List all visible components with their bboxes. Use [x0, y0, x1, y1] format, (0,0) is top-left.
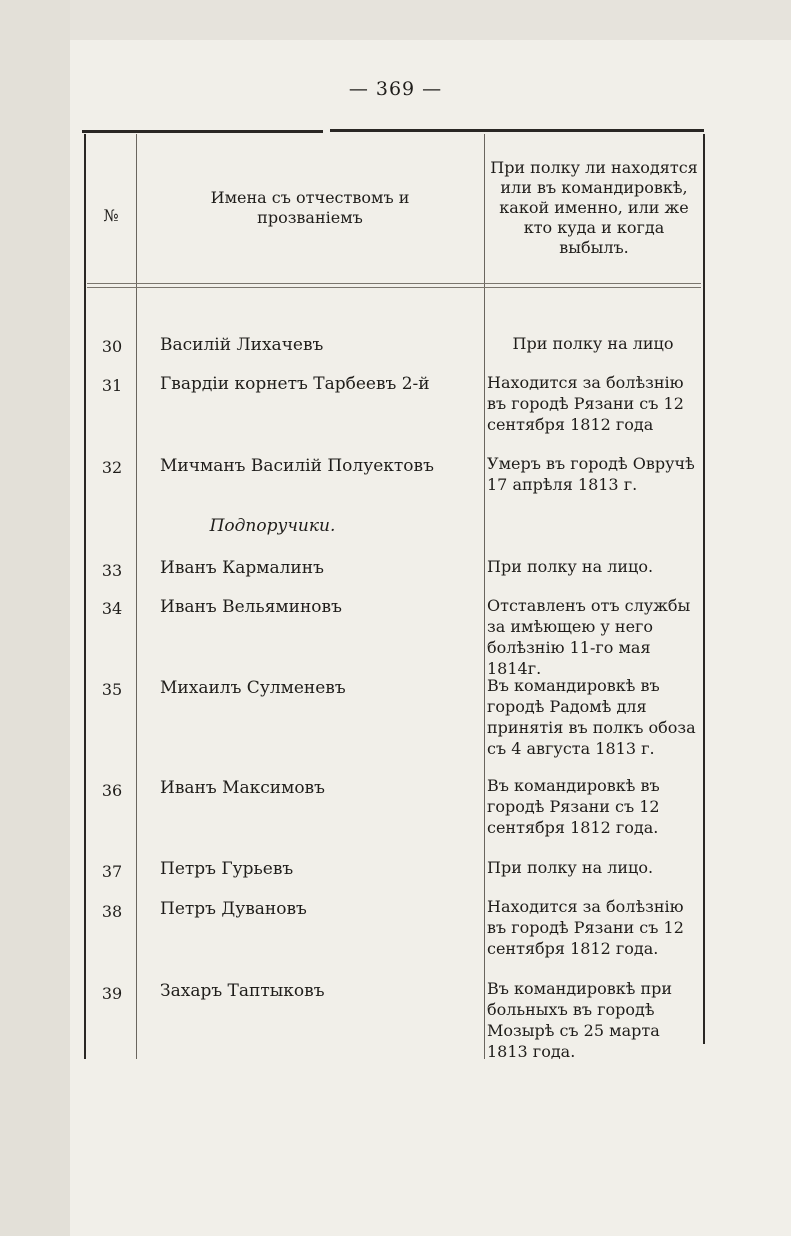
row-status: Умеръ въ городѣ Овручѣ 17 апрѣля 1813 г.	[487, 454, 695, 494]
header-number: №	[103, 206, 119, 225]
row-name: Василій Лихачевъ	[160, 335, 324, 355]
header-rule-2	[87, 287, 701, 288]
row-status: Въ командировкѣ въ городѣ Радомѣ для принятія въ полкъ обоза съ 4 августа 1813 г.	[487, 676, 696, 758]
header-name: Имена съ отчествомъ и прозваніемъ	[210, 188, 410, 227]
row-number: 33	[101, 561, 123, 580]
page-number: — 369 —	[348, 78, 443, 100]
header-status: При полку ли находятся или въ командировкѣ, какой именно, или же кто куда и когда выбылъ.	[490, 158, 698, 257]
row-name: Мичманъ Василій Полуектовъ	[160, 456, 434, 476]
table-right-border	[703, 134, 705, 1044]
row-number: 32	[101, 458, 123, 477]
scan-margin-left	[0, 0, 70, 1236]
row-number: 34	[101, 599, 123, 618]
scan-margin-top	[0, 0, 791, 40]
row-number: 38	[101, 902, 123, 921]
row-number: 30	[101, 337, 123, 356]
row-name: Петръ Гурьевъ	[160, 859, 294, 879]
column-divider-status	[484, 134, 485, 1059]
row-status: Находится за болѣзнію въ городѣ Рязани съ 12 сентября 1812 года.	[487, 897, 684, 958]
row-name: Петръ Дувановъ	[160, 899, 307, 919]
row-number: 39	[101, 984, 123, 1003]
section-label: Подпоручики.	[209, 516, 336, 536]
row-name: Михаилъ Сулменевъ	[160, 678, 346, 698]
column-divider-number	[136, 134, 137, 1059]
row-name: Иванъ Вельяминовъ	[160, 597, 342, 617]
row-status: Отставленъ отъ службы за имѣющею у него болѣзнію 11-го мая 1814г.	[487, 596, 691, 678]
row-name: Иванъ Максимовъ	[160, 778, 325, 798]
row-status: При полку на лицо	[512, 334, 674, 353]
table-left-border	[84, 134, 86, 1059]
row-number: 36	[101, 781, 123, 800]
row-number: 35	[101, 680, 123, 699]
row-number: 31	[101, 376, 123, 395]
table-top-rule-right	[330, 129, 704, 132]
table-top-rule-left	[82, 130, 323, 133]
header-rule-1	[87, 283, 701, 284]
row-status: При полку на лицо.	[487, 858, 654, 877]
row-status: Въ командировкѣ при больныхъ въ городѣ Мозырѣ съ 25 марта 1813 года.	[487, 979, 673, 1061]
row-name: Гвардіи корнетъ Тарбеевъ 2-й	[160, 374, 430, 394]
row-status: Находится за болѣзнію въ городѣ Рязани съ 12 сентября 1812 года	[487, 373, 684, 434]
row-number: 37	[101, 862, 123, 881]
row-status: При полку на лицо.	[487, 557, 654, 576]
row-name: Захаръ Таптыковъ	[160, 981, 325, 1001]
row-name: Иванъ Кармалинъ	[160, 558, 324, 578]
row-status: Въ командировкѣ въ городѣ Рязани съ 12 сентября 1812 года.	[487, 776, 660, 837]
